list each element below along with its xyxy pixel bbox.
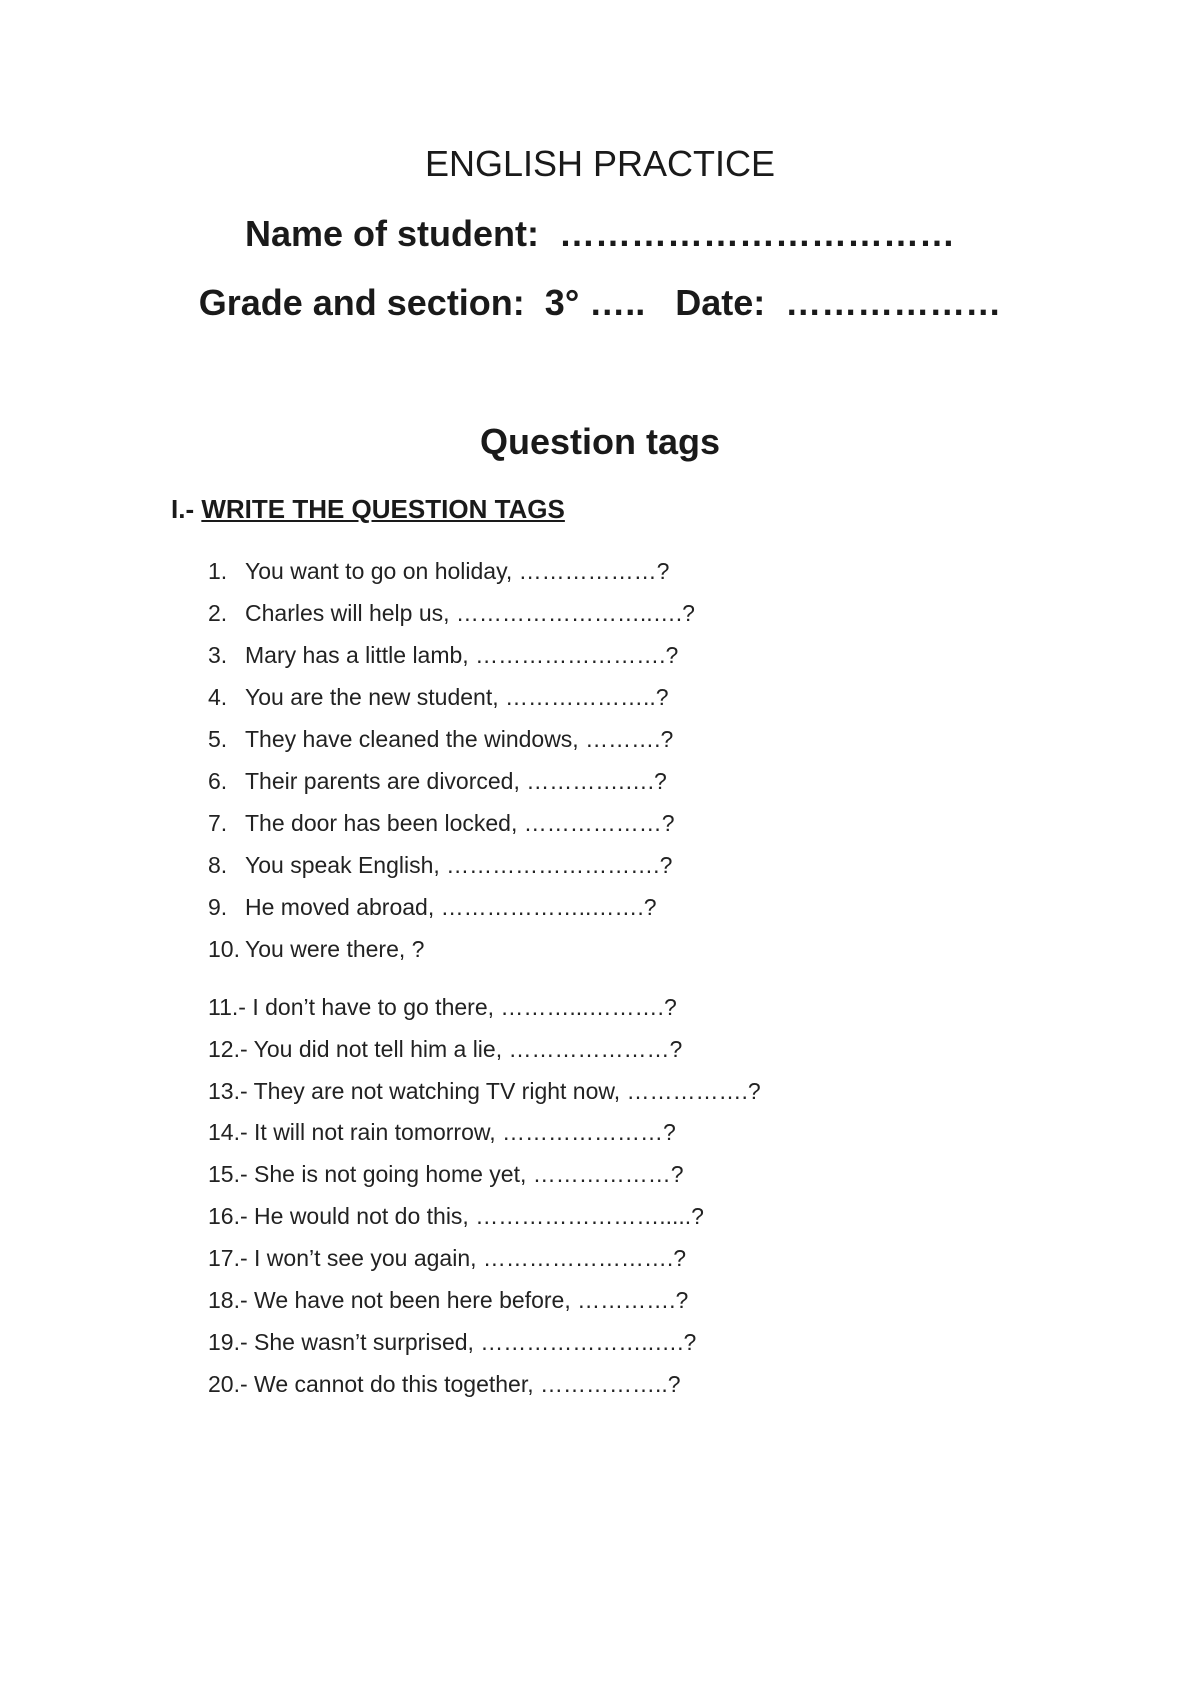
grade-value: 3° ….. [544, 282, 646, 323]
section-title: WRITE THE QUESTION TAGS [201, 494, 565, 524]
item-text: You speak English, ……………………….? [245, 852, 673, 878]
item-text: They have cleaned the windows, ……….? [245, 726, 674, 752]
item-number: 9. [208, 894, 228, 920]
student-name-label: Name of student: [244, 213, 539, 254]
item-text: I won’t see you again, …………………….? [254, 1245, 687, 1271]
item-text: She wasn’t surprised, …………………..….? [254, 1329, 697, 1355]
item-number: 14.- [208, 1119, 248, 1145]
topic-heading: Question tags [479, 421, 721, 462]
date-blank: ……………… [785, 282, 1002, 323]
exercise-item [208, 1034, 682, 1064]
exercise-item [208, 850, 672, 880]
item-number: 8. [208, 852, 228, 878]
section-prefix: I.- [171, 494, 195, 524]
item-number: 7. [208, 810, 228, 836]
exercise-item [208, 682, 669, 712]
item-number: 1. [208, 558, 228, 584]
item-text: We have not been here before, ………….? [254, 1287, 689, 1313]
item-text: They are not watching TV right now, …………….? [253, 1078, 761, 1104]
item-number: 3. [208, 642, 228, 668]
item-text: You were there, ? [245, 936, 425, 962]
exercise-item [208, 934, 424, 964]
exercise-item [208, 556, 669, 586]
exercise-item [208, 1243, 686, 1273]
item-number: 10. [208, 936, 240, 962]
item-text: It will not rain tomorrow, …………………? [254, 1119, 676, 1145]
exercise-item [208, 1159, 684, 1189]
student-name-blank: …………………………… [559, 213, 956, 254]
item-number: 11.- [208, 994, 246, 1020]
item-text: The door has been locked, ………………? [245, 810, 675, 836]
exercise-item [208, 808, 675, 838]
item-number: 17.- [208, 1245, 248, 1271]
item-text: He would not do this, …………………….....? [254, 1203, 704, 1229]
exercise-item [208, 1076, 761, 1106]
item-text: Charles will help us, ……………………..….? [245, 600, 695, 626]
item-number: 12.- [208, 1036, 248, 1062]
exercise-item [208, 724, 673, 754]
item-number: 19.- [208, 1329, 248, 1355]
item-number: 6. [208, 768, 228, 794]
exercise-item [208, 892, 657, 922]
exercise-item [208, 992, 677, 1022]
item-number: 2. [208, 600, 228, 626]
date-label: Date: [675, 282, 766, 323]
item-number: 15.- [208, 1161, 248, 1187]
exercise-item [208, 1285, 688, 1315]
item-text: He moved abroad, ………………..…….? [245, 894, 657, 920]
exercise-item [208, 766, 667, 796]
worksheet-title: ENGLISH PRACTICE [424, 143, 776, 184]
item-number: 18.- [208, 1287, 248, 1313]
item-text: Their parents are divorced, ………….….? [245, 768, 667, 794]
grade-date-line [0, 281, 1200, 325]
exercise-item [208, 640, 678, 670]
item-number: 5. [208, 726, 228, 752]
item-text: She is not going home yet, ………………? [254, 1161, 684, 1187]
item-number: 4. [208, 684, 228, 710]
section-heading [171, 493, 565, 525]
grade-label: Grade and section: [198, 282, 525, 323]
exercise-item [208, 1201, 704, 1231]
student-name-line [0, 212, 1200, 256]
item-text: You want to go on holiday, ………………? [245, 558, 670, 584]
item-number: 16.- [208, 1203, 248, 1229]
item-text: Mary has a little lamb, …………………….? [245, 642, 679, 668]
item-text: You are the new student, ………………..? [245, 684, 669, 710]
item-number: 13.- [208, 1078, 248, 1104]
exercise-item [208, 1117, 676, 1147]
item-text: I don’t have to go there, ………...……….? [252, 994, 677, 1020]
item-text: We cannot do this together, ……………..? [254, 1371, 681, 1397]
item-number: 20.- [208, 1371, 248, 1397]
exercise-item [208, 1327, 696, 1357]
exercise-item [208, 1369, 681, 1399]
item-text: You did not tell him a lie, …………………? [253, 1036, 683, 1062]
exercise-item [208, 598, 695, 628]
